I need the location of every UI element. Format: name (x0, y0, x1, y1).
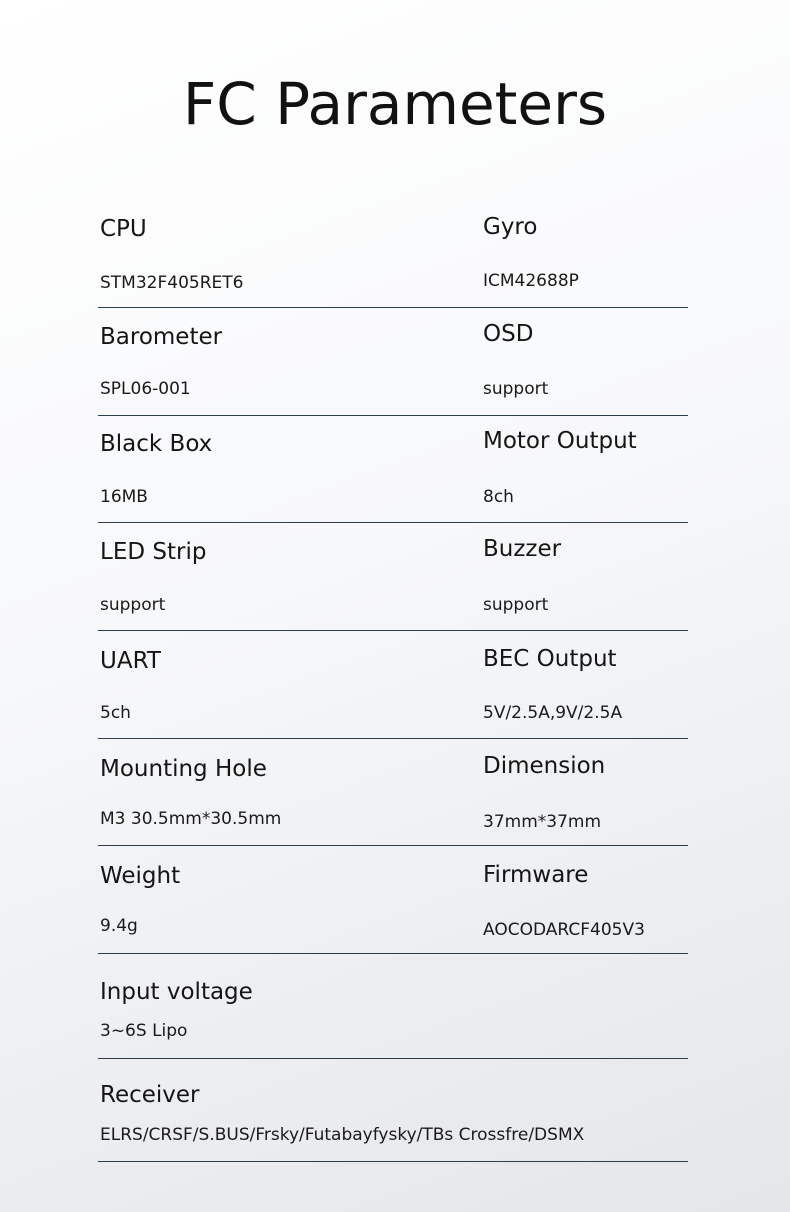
spec-label: UART (100, 648, 161, 674)
spec-value: AOCODARCF405V3 (483, 920, 645, 940)
spec-row-led-buzzer (98, 523, 688, 631)
spec-value: support (483, 595, 549, 615)
spec-value: support (100, 595, 166, 615)
spec-value: 37mm*37mm (483, 812, 602, 832)
spec-label: OSD (483, 321, 534, 347)
spec-row-barometer-osd (98, 308, 688, 416)
spec-value: SPL06-001 (100, 379, 191, 399)
spec-value: 16MB (100, 487, 148, 507)
spec-value: support (483, 379, 549, 399)
spec-label: CPU (100, 216, 147, 242)
spec-label: BEC Output (483, 646, 617, 672)
spec-row-cpu-gyro (98, 200, 688, 308)
spec-value: 9.4g (100, 916, 138, 936)
spec-label: Receiver (100, 1082, 200, 1108)
spec-label: Motor Output (483, 428, 637, 454)
spec-value: 5V/2.5A,9V/2.5A (483, 703, 623, 723)
spec-value: 5ch (100, 703, 131, 723)
spec-value: ELRS/CRSF/S.BUS/Frsky/Futabayfysky/TBs Crossfre/DSMX (100, 1125, 585, 1145)
spec-label: Firmware (483, 862, 589, 888)
page-title: FC Parameters (182, 70, 608, 138)
spec-row-receiver (98, 1059, 688, 1162)
spec-row-mounting-dimension (98, 739, 688, 846)
spec-row-input-voltage (98, 954, 688, 1059)
spec-row-weight-firmware (98, 846, 688, 954)
spec-label: Weight (100, 863, 181, 889)
spec-label: Mounting Hole (100, 756, 267, 782)
spec-value: STM32F405RET6 (100, 273, 244, 293)
spec-row-blackbox-motor (98, 416, 688, 523)
spec-value: 3~6S Lipo (100, 1021, 188, 1041)
spec-label: Barometer (100, 324, 223, 350)
spec-value: 8ch (483, 487, 514, 507)
spec-label: Gyro (483, 214, 538, 240)
spec-value: ICM42688P (483, 271, 579, 291)
spec-label: Black Box (100, 431, 213, 457)
spec-label: Dimension (483, 753, 606, 779)
spec-value: M3 30.5mm*30.5mm (100, 809, 282, 829)
spec-label: Buzzer (483, 536, 562, 562)
spec-label: LED Strip (100, 539, 207, 565)
spec-row-uart-bec (98, 631, 688, 739)
spec-label: Input voltage (100, 979, 253, 1005)
